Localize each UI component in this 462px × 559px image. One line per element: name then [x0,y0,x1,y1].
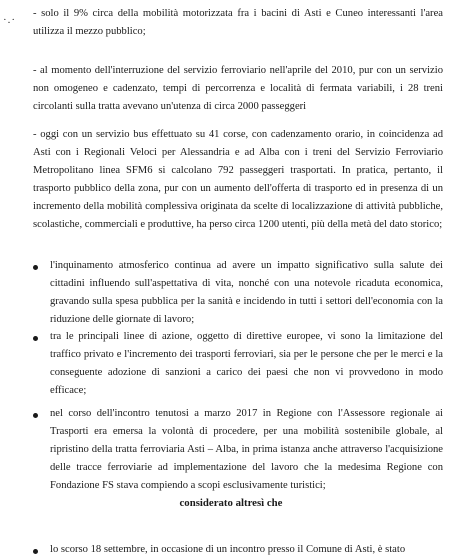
section-heading: considerato altresì che [179,497,283,509]
bullet-september-meeting: lo scorso 18 settembre, in occasione di un incontro presso il Comune di Asti, è stato [50,544,406,555]
bullet-dot [33,549,38,554]
bullet-dot [33,413,38,418]
paragraph-mobility-share: - solo il 9% circa della mobilità motorizzata fra i bacini di Asti e Cuneo interessanti l'area utilizza il mezzo pubblico; [33,8,443,37]
bullet-eu-directives: tra le principali linee di azione, oggetto di direttive europee, vi sono la limitazione del traffico privato e l'incremento dei trasporti ferroviari, sia per le persone che per le merci e la conseguente adozione di sanzioni a carico dei paesi che non vi provvedono in modo efficace; [50,331,443,396]
bullet-air-pollution: l'inquinamento atmosferico continua ad avere un impatto significativo sulla salute dei cittadini influendo sull'aspettativa di vita, nonché con una notevole ricaduta economica, gravando sulla spesa pubblica per la sanità e incidendo in tutti i settori dell'economia con la riduzione delle giornate di lavoro; [50,260,443,325]
paragraph-rail-interruption: - al momento dell'interruzione del servizio ferroviario nell'aprile del 2010, pur con un servizio non omogeneo e cadenzato, tempi di percorrenza e località di fermata variabili, i 28 treni circolanti sulla tratta avevano un'utenza di circa 2000 passeggeri [33,65,443,112]
bullet-dot [33,265,38,270]
bullet-dot [33,336,38,341]
paragraph-bus-service: - oggi con un servizio bus effettuato su 41 corse, con cadenzamento orario, in coincidenza ad Asti con i Regionali Veloci per Alessandria e ad Alba con i treni del Servizio Ferroviario Metropolitano linea SFM6 si calcolano 792 passeggeri trasportati. In pratica, pertanto, il trasporto pubblico della zona, pur con un aumento dell'offerta di trasporto ed in presenza di un incremento della mobilità complessiva originata da scelte di localizzazione di attività pubbliche, scolastiche, commerciali e produttive, ha perso circa 1200 utenti, più della metà del dato storico; [33,129,443,230]
bullet-regional-meeting: nel corso dell'incontro tenutosi a marzo 2017 in Regione con l'Assessore regionale ai Trasporti era emersa la volontà di procedere, per una mobilità sostenibile globale, al ripristino della tratta ferroviaria Asti – Alba, in prima istanza anche attraverso l'acquisizione delle tracce ferroviarie ad implementazione del lavoro che la medesima Regione con Fondazione FS stava compiendo a scopi esclusivamente turistici; [50,408,443,491]
corner-scan-mark: ·.· [3,14,17,26]
